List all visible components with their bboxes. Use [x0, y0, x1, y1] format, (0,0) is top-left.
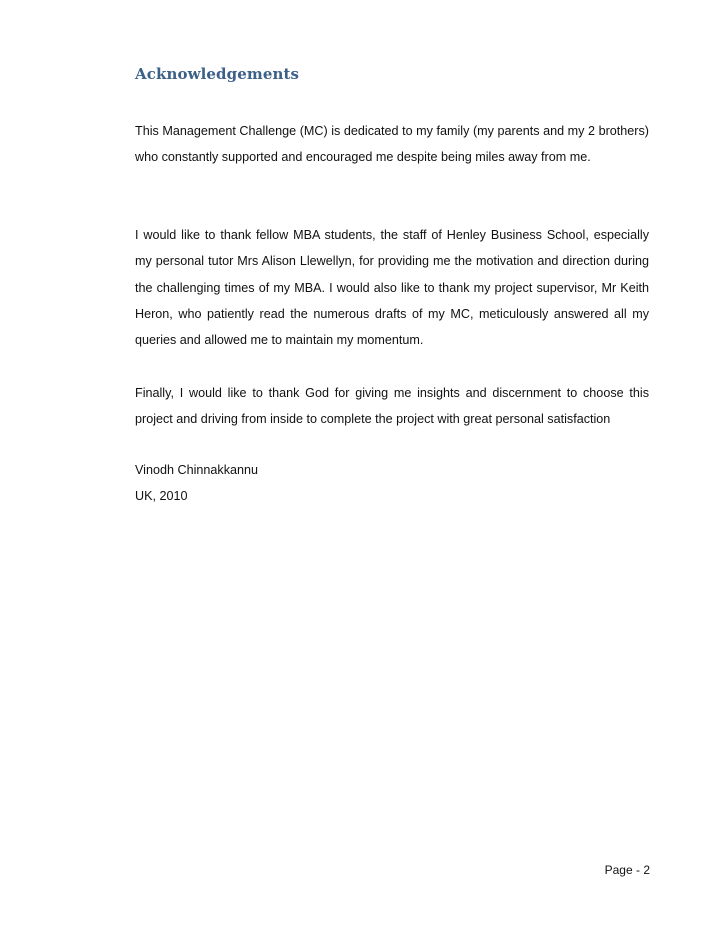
signature-name: Vinodh Chinnakkannu [135, 463, 259, 477]
page-number: Page - 2 [604, 863, 650, 877]
page-title: Acknowledgements [135, 65, 300, 83]
footer-divider [135, 859, 649, 860]
paragraph-thanks-god: Finally, I would like to thank God for giving me insights and discernment to choose this project and driving from inside to complete the project with great personal satisfaction [135, 386, 649, 427]
paragraph-dedication: This Management Challenge (MC) is dedicated to my family (my parents and my 2 brothers) who constantly supported and encouraged me despite being miles away from me. [135, 124, 649, 165]
paragraph-thanks-staff: I would like to thank fellow MBA students, the staff of Henley Business School, especially my personal tutor Mrs Alison Llewellyn, for providing me the motivation and direction during the challenging times of my MBA. I would also like to thank my project supervisor, Mr Keith Heron, who patiently read the numerous drafts of my MC, meticulously answered all my queries and allowed me to maintain my momentum. [135, 228, 649, 348]
signature-place-year: UK, 2010 [135, 489, 188, 503]
